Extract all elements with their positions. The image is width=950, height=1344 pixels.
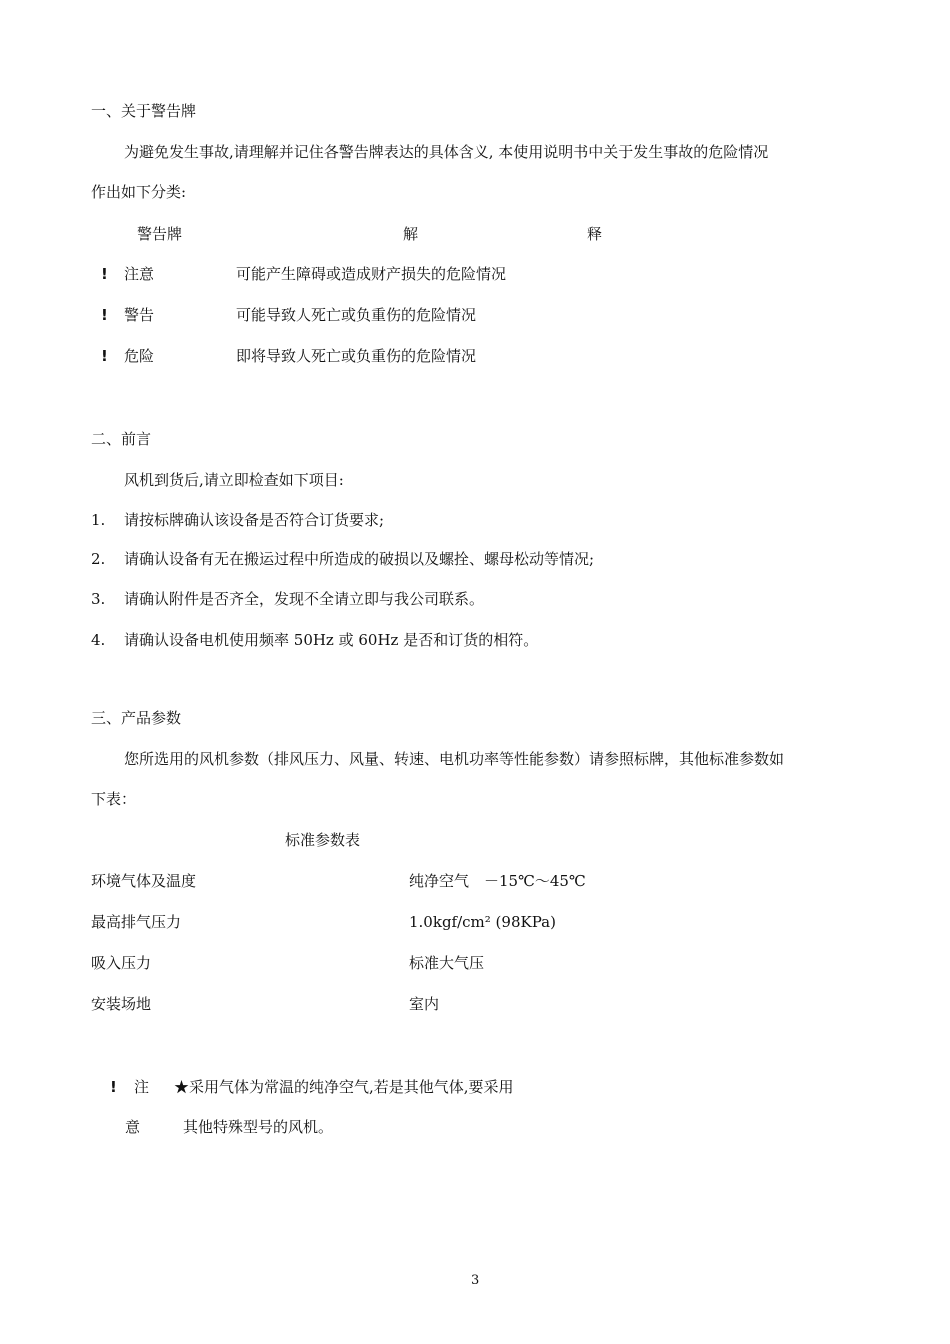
page-number: 3 bbox=[471, 1273, 480, 1288]
section-3-heading: 三、产品参数 bbox=[91, 709, 182, 727]
exclamation-icon: ! bbox=[101, 265, 108, 283]
parameter-value: 标准大气压 bbox=[409, 954, 485, 972]
check-item-number: 3. bbox=[91, 590, 106, 608]
section-1-intro-line-2: 作出如下分类: bbox=[91, 183, 187, 201]
section-1-intro-line-1: 为避免发生事故,请理解并记住各警告牌表达的具体含义, 本使用说明书中关于发生事故的危险情况 bbox=[124, 143, 769, 161]
parameter-value: 纯净空气 －15℃～45℃ bbox=[409, 872, 586, 890]
warning-table-header-sign: 警告牌 bbox=[137, 225, 183, 243]
parameter-name: 环境气体及温度 bbox=[91, 872, 197, 890]
parameter-name: 吸入压力 bbox=[91, 954, 152, 972]
note-label-part-1: 注 bbox=[134, 1078, 150, 1096]
section-3-intro-line-1: 您所选用的风机参数（排风压力、风量、转速、电机功率等性能参数）请参照标牌，其他标准参数如 bbox=[124, 750, 785, 768]
parameter-value: 1.0kgf/cm² (98KPa) bbox=[409, 913, 556, 931]
warning-label: 注意 bbox=[124, 265, 155, 283]
warning-table-header-explain-1: 解 bbox=[403, 225, 419, 243]
check-item-text: 请确认设备有无在搬运过程中所造成的破损以及螺拴、螺母松动等情况; bbox=[124, 550, 595, 568]
check-item-number: 4. bbox=[91, 631, 106, 649]
section-2-intro: 风机到货后,请立即检查如下项目: bbox=[124, 471, 344, 489]
note-text-line-1: ★采用气体为常温的纯净空气,若是其他气体,要采用 bbox=[174, 1078, 514, 1096]
exclamation-icon: ! bbox=[101, 347, 108, 365]
exclamation-icon: ! bbox=[110, 1078, 117, 1096]
exclamation-icon: ! bbox=[101, 306, 108, 324]
section-3-intro-line-2: 下表： bbox=[91, 790, 137, 808]
warning-description: 即将导致人死亡或负重伤的危险情况 bbox=[236, 347, 477, 365]
check-item-text: 请确认附件是否齐全，发现不全请立即与我公司联系。 bbox=[124, 590, 485, 608]
check-item-number: 1. bbox=[91, 511, 106, 529]
check-item-text: 请按标牌确认该设备是否符合订货要求; bbox=[124, 511, 385, 529]
note-label-part-2: 意 bbox=[125, 1118, 141, 1136]
check-item-number: 2. bbox=[91, 550, 106, 568]
section-1-heading: 一、关于警告牌 bbox=[91, 102, 197, 120]
check-item-text: 请确认设备电机使用频率 50Hz 或 60Hz 是否和订货的相符。 bbox=[124, 631, 539, 649]
parameter-value: 室内 bbox=[409, 995, 440, 1013]
section-2-heading: 二、前言 bbox=[91, 430, 152, 448]
warning-description: 可能产生障碍或造成财产损失的危险情况 bbox=[236, 265, 507, 283]
parameter-table-title: 标准参数表 bbox=[285, 831, 361, 849]
parameter-name: 安装场地 bbox=[91, 995, 152, 1013]
warning-description: 可能导致人死亡或负重伤的危险情况 bbox=[236, 306, 477, 324]
warning-label: 危险 bbox=[124, 347, 155, 365]
parameter-name: 最高排气压力 bbox=[91, 913, 182, 931]
note-text-line-2: 其他特殊型号的风机。 bbox=[183, 1118, 334, 1136]
warning-table-header-explain-2: 释 bbox=[587, 225, 603, 243]
warning-label: 警告 bbox=[124, 306, 155, 324]
